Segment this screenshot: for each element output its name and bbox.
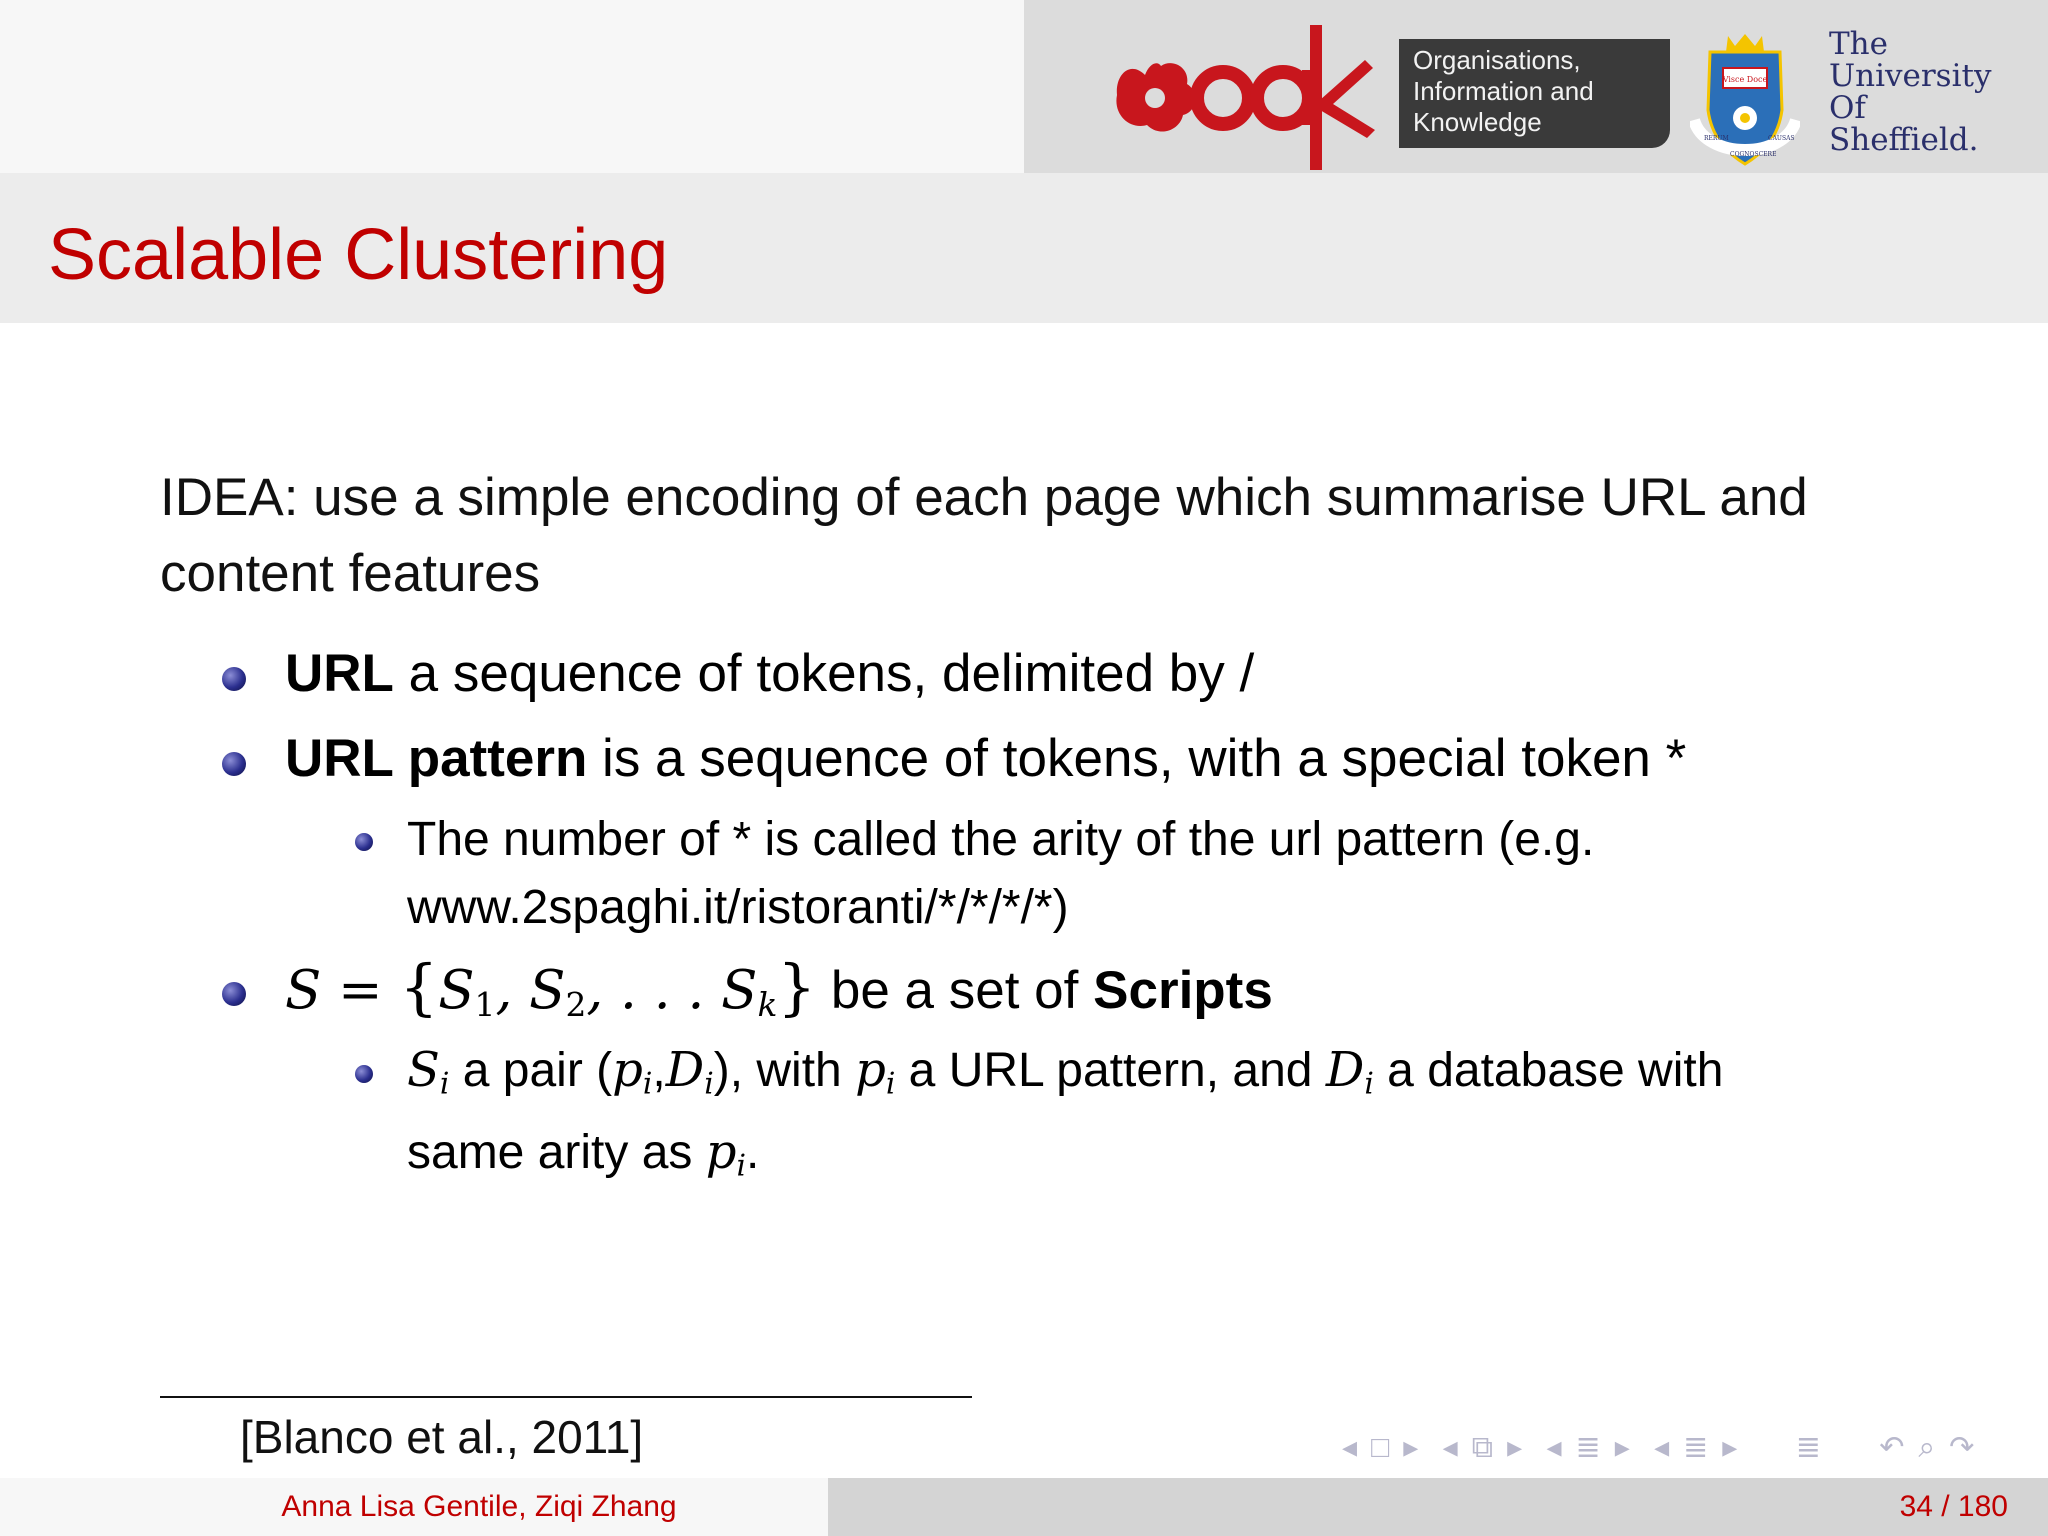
crest-motto-3: CAUSAS bbox=[1768, 135, 1795, 142]
nav-next-subsection-icon[interactable]: ▸ bbox=[1614, 1431, 1632, 1464]
idea-paragraph: IDEA: use a simple encoding of each page which summarise URL and content features bbox=[160, 468, 1808, 603]
nav-back-icon[interactable]: ↶ bbox=[1879, 1431, 1907, 1464]
oik-label bbox=[1399, 39, 1670, 148]
sub-bullet-marker bbox=[355, 833, 373, 851]
nav-search-icon[interactable]: ⌕ bbox=[1918, 1431, 1938, 1464]
sub-bullet-arity bbox=[407, 806, 1594, 942]
sub-bullet-script-pair-line2: same arity as $p_i$. bbox=[407, 1124, 760, 1184]
bullet-marker bbox=[222, 667, 246, 691]
footnote-citation: [Blanco et al., 2011] bbox=[240, 1411, 644, 1463]
footer-left-panel bbox=[0, 1478, 828, 1536]
nav-slide-icon[interactable]: ⧉ bbox=[1471, 1431, 1496, 1464]
nav-next-frame-icon[interactable]: ▸ bbox=[1403, 1431, 1421, 1464]
oak-logo bbox=[1105, 20, 1375, 170]
bullet-url bbox=[285, 636, 1254, 712]
oik-line-3: Knowledge bbox=[1413, 107, 1542, 137]
bullet-url-pattern bbox=[285, 721, 1686, 797]
nav-section-icon[interactable]: ≣ bbox=[1683, 1431, 1711, 1464]
crest-motto-1: RERUM bbox=[1704, 135, 1729, 142]
nav-forward-icon[interactable]: ↷ bbox=[1949, 1431, 1977, 1464]
oik-line-2: Information and bbox=[1413, 76, 1594, 106]
bullet-scripts bbox=[285, 950, 1273, 1043]
beamer-navigation-bar bbox=[1336, 1430, 1982, 1465]
bullet-marker bbox=[222, 982, 246, 1006]
university-line-4: Sheffield. bbox=[1829, 122, 1979, 158]
sub-bullet-arity-line1: The number of * is called the arity of the url pattern (e.g. bbox=[407, 813, 1595, 866]
university-name bbox=[1829, 28, 1991, 156]
nav-subsection-icon[interactable]: ≣ bbox=[1575, 1431, 1603, 1464]
footer-right-panel bbox=[828, 1478, 2048, 1536]
university-line-2: University bbox=[1829, 58, 1992, 94]
slide-title: Scalable Clustering bbox=[48, 215, 669, 295]
sheffield-crest-icon bbox=[1690, 30, 1800, 170]
bullet-url-pattern-text: is a sequence of tokens, with a special token * bbox=[587, 729, 1687, 788]
bullet-url-pattern-term: URL pattern bbox=[285, 729, 588, 788]
bullet-url-term: URL bbox=[285, 644, 394, 703]
sub-bullet-marker bbox=[355, 1065, 373, 1083]
university-line-1: The bbox=[1829, 26, 1888, 62]
nav-prev-slide-icon[interactable]: ◂ bbox=[1442, 1431, 1460, 1464]
footnote-divider bbox=[160, 1396, 972, 1398]
nav-next-section-icon[interactable]: ▸ bbox=[1722, 1431, 1740, 1464]
nav-document-icon[interactable]: ≣ bbox=[1795, 1431, 1823, 1464]
nav-frame-icon[interactable]: □ bbox=[1371, 1431, 1392, 1464]
oik-line-1: Organisations, bbox=[1413, 45, 1581, 75]
sub-bullet-script-pair-line1: $S_i$ a pair $(p_i,D_i)$, with $p_i$ a URL pattern, and $D_i$ a database with bbox=[407, 1042, 1724, 1102]
bullet-url-text: a sequence of tokens, delimited by / bbox=[393, 644, 1255, 703]
bullet-scripts-text: be a set of bbox=[816, 961, 1094, 1020]
scripts-set-formula: $S = \{S_1$, $S_2$, . . . $S_k$} bbox=[285, 952, 817, 1025]
footer-authors: Anna Lisa Gentile, Ziqi Zhang bbox=[281, 1490, 677, 1523]
nav-next-slide-icon[interactable]: ▸ bbox=[1507, 1431, 1525, 1464]
sub-bullet-script-pair bbox=[407, 1036, 1723, 1201]
sub-bullet-arity-line2: www.2spaghi.it/ristoranti/*/*/*/*) bbox=[407, 881, 1069, 934]
bullet-scripts-term: Scripts bbox=[1093, 961, 1273, 1020]
header-left-panel bbox=[0, 0, 1024, 173]
university-line-3: Of bbox=[1829, 90, 1866, 126]
bullet-marker bbox=[222, 752, 246, 776]
footer-page-number: 34 / 180 bbox=[1899, 1490, 2008, 1523]
footer bbox=[0, 1478, 2048, 1536]
nav-prev-frame-icon[interactable]: ◂ bbox=[1342, 1431, 1360, 1464]
title-bar bbox=[0, 173, 2048, 323]
crest-book-text: Visce Doce bbox=[1722, 75, 1768, 84]
crest-motto-2: COGNOSCERE bbox=[1730, 151, 1777, 158]
nav-prev-section-icon[interactable]: ◂ bbox=[1654, 1431, 1672, 1464]
nav-prev-subsection-icon[interactable]: ◂ bbox=[1546, 1431, 1564, 1464]
header bbox=[0, 0, 2048, 173]
slide-body bbox=[160, 460, 1940, 612]
